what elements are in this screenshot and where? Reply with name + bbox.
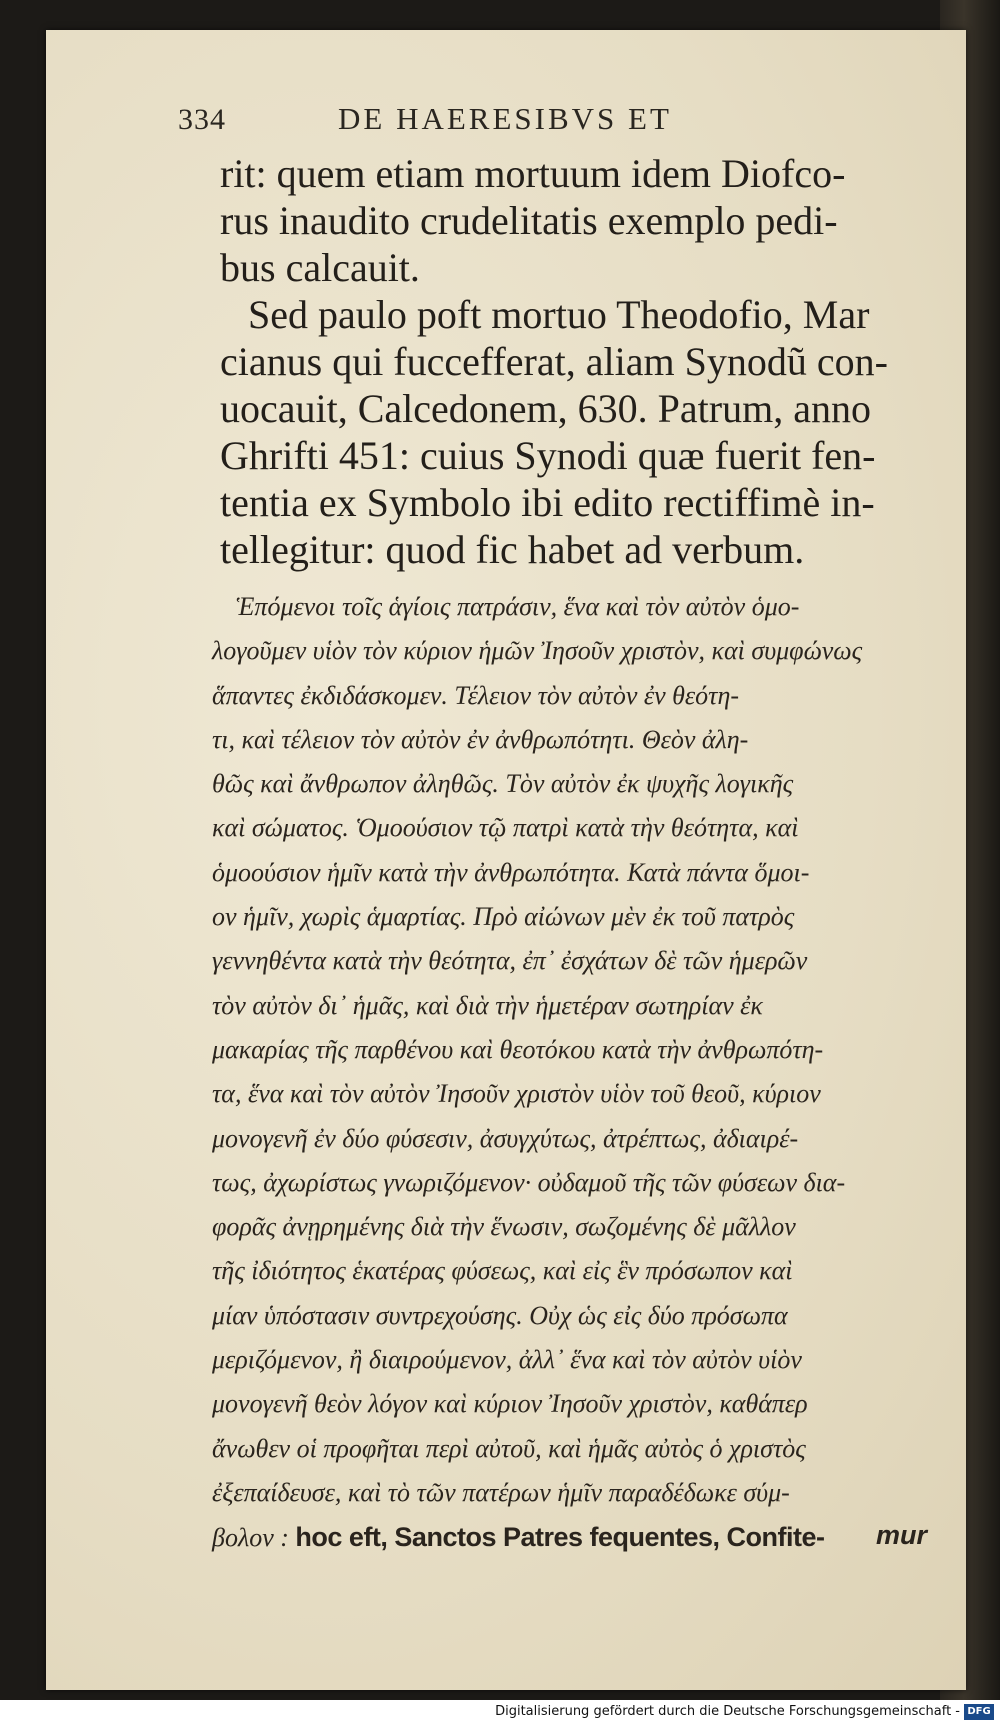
latin-line: rus inaudito crudelitatis exemplo pedi- (220, 198, 838, 243)
greek-line: μακαρίας τῆς παρθένου καὶ θεοτόκου κατὰ τὴν ἀνθρωπότη- (212, 1034, 824, 1064)
latin-line: bus calcauit. (220, 245, 420, 290)
footer-credit: Digitalisierung gefördert durch die Deutsche Forschungsgemeinschaft - (495, 1704, 960, 1719)
greek-line: τα, ἕνα καὶ τὸν αὐτὸν Ἰησοῦν χριστὸν υἱὸν τοῦ θεοῦ, κύριον (212, 1079, 821, 1109)
final-line (212, 1515, 942, 1560)
digitization-footer (0, 1700, 1000, 1724)
catchword: mur (876, 1520, 928, 1550)
latin-line: Ghrifti 451: cuius Synodi quæ fuerit fen- (220, 433, 876, 478)
greek-line: τως, ἀχωρίστως γνωριζόμενον· οὐδαμοῦ τῆς τῶν φύσεων δια- (212, 1167, 846, 1197)
page-number: 334 (178, 103, 226, 136)
latin-line: rit: quem etiam mortuum idem Diofco- (220, 151, 846, 196)
greek-line: θῶς καὶ ἄνθρωπον ἀληθῶς. Τὸν αὐτὸν ἐκ ψυχῆς λογικῆς (212, 769, 794, 799)
greek-line: τι, καὶ τέλειον τὸν αὐτὸν ἐν ἀνθρωπότητι. Θεὸν ἀλη- (212, 724, 749, 754)
greek-line: καὶ σώματος. Ὁμοούσιον τῷ πατρὶ κατὰ τὴν θεότητα, καὶ (212, 813, 799, 843)
greek-line: τὸν αὐτὸν δι᾽ ἡμᾶς, καὶ διὰ τὴν ἡμετέραν σωτηρίαν ἐκ (212, 990, 763, 1020)
latin-line: Sed paulo poft mortuo Theodofio, Mar (248, 292, 870, 337)
final-line-latin: hoc eft, Sanctos Patres fequentes, Confite- (295, 1522, 825, 1553)
greek-line: ἐξεπαίδευσε, καὶ τὸ τῶν πατέρων ἡμῖν παραδέδωκε σύμ- (212, 1477, 790, 1507)
latin-line: tellegitur: quod fic habet ad verbum. (220, 527, 805, 572)
latin-line: uocauit, Calcedonem, 630. Patrum, anno (220, 386, 871, 431)
greek-line: ἅπαντες ἐκδιδάσκομεν. Τέλειον τὸν αὐτὸν ἐν θεότη- (212, 680, 740, 710)
greek-line: φορᾶς ἀνῃρημένης διὰ τὴν ἕνωσιν, σωζομένης δὲ μᾶλλον (212, 1212, 796, 1242)
greek-line: ον ἡμῖν, χωρὶς ἁμαρτίας. Πρὸ αἰώνων μὲν ἐκ τοῦ πατρὸς (212, 902, 795, 932)
running-title: DE HAERESIBVS ET (338, 101, 672, 136)
greek-line: γεννηθέντα κατὰ τὴν θεότητα, ἐπ᾽ ἐσχάτων δὲ τῶν ἡμερῶν (212, 946, 808, 976)
greek-line: τῆς ἰδιότητος ἑκατέρας φύσεως, καὶ εἰς ἓν πρόσωπον καὶ (212, 1256, 793, 1286)
greek-line: μονογενῆ ἐν δύο φύσεσιν, ἀσυγχύτως, ἀτρέπτως, ἀδιαιρέ- (212, 1123, 799, 1153)
greek-line: λογοῦμεν υἱὸν τὸν κύριον ἡμῶν Ἰησοῦν χριστὸν, καὶ συμφώνως (212, 636, 863, 666)
greek-line: ὁμοούσιον ἡμῖν κατὰ τὴν ἀνθρωπότητα. Κατὰ πάντα ὅμοι- (212, 857, 810, 887)
greek-line: μονογενῆ θεὸν λόγον καὶ κύριον Ἰησοῦν χριστὸν, καθάπερ (212, 1389, 808, 1419)
latin-line: cianus qui fuccefferat, aliam Synodũ con- (220, 339, 888, 384)
greek-line: Ἑπόμενοι τοῖς ἁγίοις πατράσιν, ἕνα καὶ τὸν αὐτὸν ὁμο- (236, 592, 800, 621)
final-line-greek: βολον : (212, 1523, 289, 1553)
greek-line: μεριζόμενον, ἢ διαιρούμενον, ἀλλ᾽ ἕνα καὶ τὸν αὐτὸν υἱὸν (212, 1345, 802, 1375)
greek-line: ἄνωθεν οἱ προφῆται περὶ αὐτοῦ, καὶ ἡμᾶς αὐτὸς ὁ χριστὸς (212, 1433, 806, 1463)
greek-line: μίαν ὑπόστασιν συντρεχούσης. Οὐχ ὡς εἰς δύο πρόσωπα (212, 1300, 788, 1330)
greek-creed (212, 585, 942, 1561)
latin-line: tentia ex Symbolo ibi edito rectiffimè in- (220, 480, 875, 525)
dfg-logo: DFG (964, 1704, 994, 1720)
latin-paragraph (220, 150, 940, 573)
page-header (178, 103, 818, 143)
